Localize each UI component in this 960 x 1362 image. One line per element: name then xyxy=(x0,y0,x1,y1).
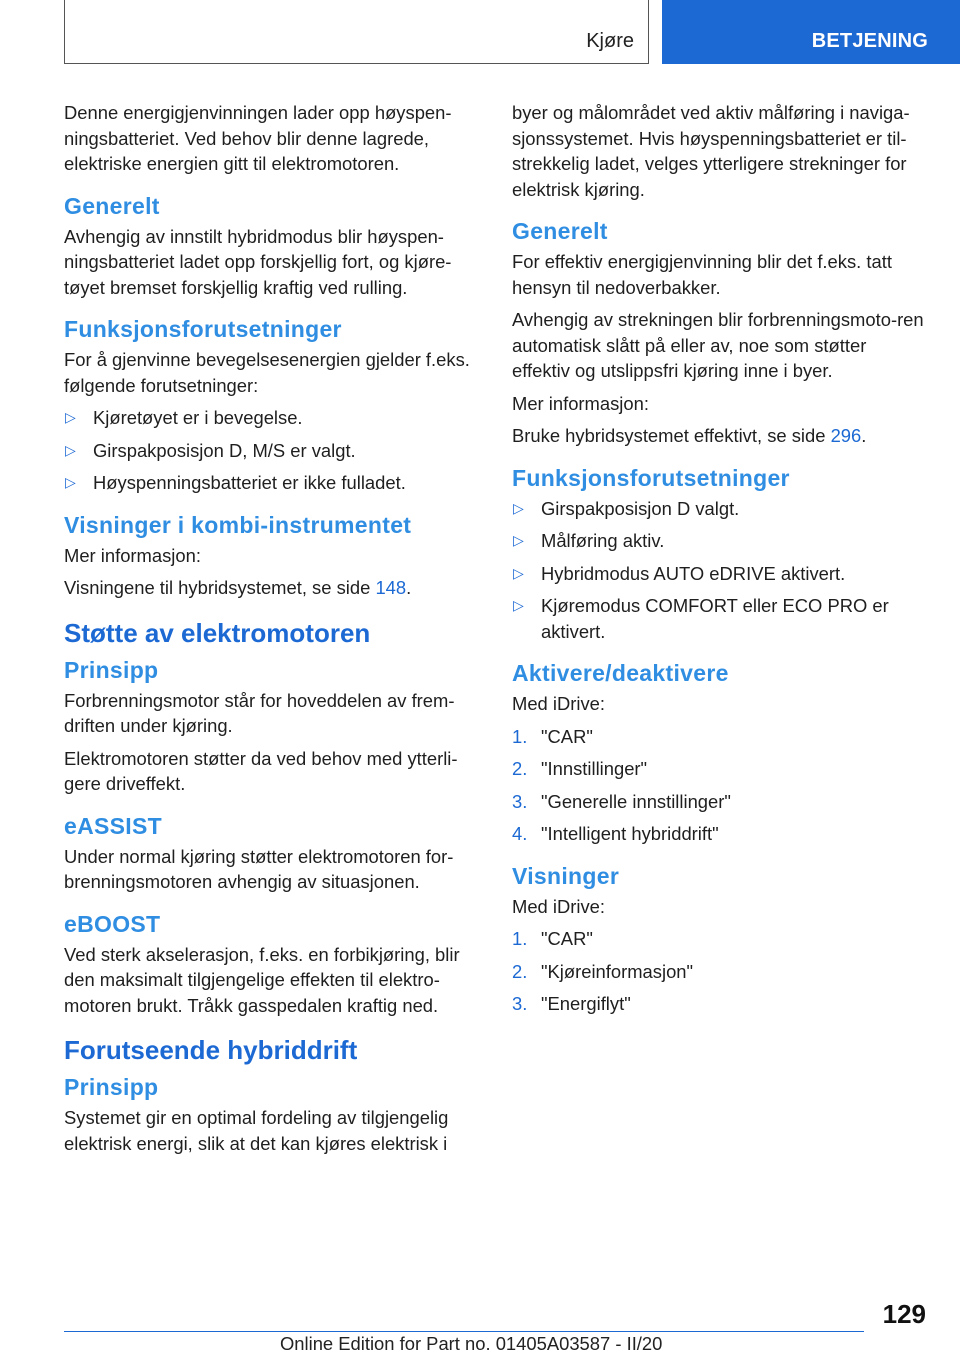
intro-paragraph: Denne energigjenvinningen lader opp høyspen-ningsbatteriet. Ved behov blir denne lagrede, elektriske energien gitt til elektromotoren. xyxy=(64,102,452,174)
list-item: ▷ Kjøretøyet er i bevegelse. xyxy=(64,405,476,431)
triangle-bullet-icon: ▷ xyxy=(513,499,524,516)
triangle-bullet-icon: ▷ xyxy=(65,474,76,490)
left-column xyxy=(64,100,476,1163)
generelt-right-paragraph-1: For effektiv energigjenvinning blir det f.eks. tatt hensyn til nedoverbakker. xyxy=(512,251,892,298)
step-number: 3. xyxy=(512,790,528,812)
heading-visninger: Visninger xyxy=(512,862,620,889)
heading-eassist: eASSIST xyxy=(64,812,162,839)
heading-prinsipp-2: Prinsipp xyxy=(64,1074,159,1100)
step-item: 2. "Innstillinger" xyxy=(512,756,926,782)
funksjon-list xyxy=(64,405,476,496)
footer-divider xyxy=(64,1331,864,1332)
chapter-title: Kjøre xyxy=(586,30,634,52)
step-number: 3. xyxy=(512,993,528,1014)
list-item: ▷ Målføring aktiv. xyxy=(512,528,926,554)
visninger-right-paragraph: Med iDrive: xyxy=(512,895,605,917)
visninger-steps xyxy=(512,926,926,1017)
step-number: 2. xyxy=(512,758,528,779)
section-title: BETJENING xyxy=(811,30,928,52)
eboost-paragraph: Ved sterk akselerasjon, f.eks. en forbikjøring, blir den maksimalt tilgjengelige effekten til elektro-motoren brukt. Tråkk gasspedalen kraftig ned. xyxy=(64,943,460,1016)
list-item: ▷ Girspakposisjon D, M/S er valgt. xyxy=(64,438,476,464)
footer-edition: Online Edition for Part no. 01405A03587 - II/20 xyxy=(280,1333,663,1354)
list-item: ▷ Høyspenningsbatteriet er ikke fulladet. xyxy=(64,470,476,496)
heading-prinsipp: Prinsipp xyxy=(64,656,159,683)
aktivere-paragraph: Med iDrive: xyxy=(512,693,605,714)
heading-funksjonsforutsetninger-right: Funksjonsforutsetninger xyxy=(512,464,790,491)
triangle-bullet-icon: ▷ xyxy=(65,441,76,458)
list-item: ▷ Kjøremodus COMFORT eller ECO PRO er aktivert. xyxy=(513,595,889,642)
header-chapter-box xyxy=(64,0,649,64)
page-link-296[interactable]: 296 xyxy=(830,425,862,446)
funksjon-right-list xyxy=(512,496,926,645)
prinsipp2-paragraph: Systemet gir en optimal fordeling av tilgjengelig elektrisk energi, slik at det kan kjøres elektrisk i xyxy=(64,1107,449,1154)
aktivere-steps xyxy=(512,724,926,847)
heading-stotte-elektromotoren: Støtte av elektromotoren xyxy=(64,617,371,648)
heading-aktivere-deaktivere: Aktivere/deaktivere xyxy=(512,660,729,686)
triangle-bullet-icon: ▷ xyxy=(65,409,76,425)
generelt-paragraph: Avhengig av innstilt hybridmodus blir høyspen-ningsbatteriet ladet opp forskjellig fort, og kjøre-tøyet bremset forskjellig kraftig ved rulling. xyxy=(64,225,452,298)
generelt-right-reference: Bruke hybridsystemet effektivt, se side 296. xyxy=(512,425,867,446)
page-link-148[interactable]: 148 xyxy=(375,577,407,598)
step-number: 1. xyxy=(512,725,528,747)
heading-eboost: eBOOST xyxy=(64,910,161,937)
funksjon-paragraph: For å gjenvinne bevegelsesenergien gjelder f.eks. følgende forutsetninger: xyxy=(64,349,470,396)
step-item: 1. "CAR" xyxy=(512,724,926,750)
right-column xyxy=(512,100,926,1024)
visninger-reference: Visningene til hybridsystemet, se side 148. xyxy=(64,577,412,598)
page-number: 129 xyxy=(882,1299,926,1329)
heading-generelt: Generelt xyxy=(64,192,160,219)
list-item: ▷ Girspakposisjon D valgt. xyxy=(512,496,926,522)
step-item: 2. "Kjøreinformasjon" xyxy=(512,959,926,985)
step-item: 3. "Energiflyt" xyxy=(512,991,926,1017)
generelt-right-paragraph-3: Mer informasjon: xyxy=(512,392,649,414)
heading-funksjonsforutsetninger: Funksjonsforutsetninger xyxy=(64,316,342,342)
step-number: 4. xyxy=(512,823,528,844)
generelt-right-paragraph-2: Avhengig av strekningen blir forbrenningsmoto-ren automatisk slått på eller av, noe som støtter effektiv og utslippsfri kjøring inne i byer. xyxy=(512,309,924,381)
header-section-tab xyxy=(662,0,960,64)
step-item: 3. "Generelle innstillinger" xyxy=(512,789,926,815)
heading-visninger-kombi: Visninger i kombi-instrumentet xyxy=(64,511,412,538)
prinsipp-paragraph-1: Forbrenningsmotor står for hoveddelen av frem-driften under kjøring. xyxy=(64,689,455,736)
list-item: ▷ Hybridmodus AUTO eDRIVE aktivert. xyxy=(512,561,926,587)
step-number: 1. xyxy=(512,928,528,949)
step-item: 4. "Intelligent hybriddrift" xyxy=(512,821,926,847)
step-item: 1. "CAR" xyxy=(512,926,926,952)
visninger-info: Mer informasjon: xyxy=(64,544,201,566)
step-number: 2. xyxy=(512,960,528,982)
triangle-bullet-icon: ▷ xyxy=(513,597,524,613)
heading-generelt-right: Generelt xyxy=(512,218,608,244)
prinsipp-paragraph-2: Elektromotoren støtter da ved behov med ytterli-gere driveffekt. xyxy=(64,747,458,794)
heading-forutseende-hybriddrift: Forutseende hybriddrift xyxy=(64,1035,358,1065)
triangle-bullet-icon: ▷ xyxy=(513,564,524,581)
right-intro-paragraph: byer og målområdet ved aktiv målføring i naviga-sjonssystemet. Hvis høyspenningsbatteriet er til-strekkelig ladet, velges ytterligere strekninger for elektrisk kjøring. xyxy=(512,102,910,200)
eassist-paragraph: Under normal kjøring støtter elektromotoren for-brenningsmotoren avhengig av situasjonen. xyxy=(64,845,454,892)
triangle-bullet-icon: ▷ xyxy=(513,532,524,548)
